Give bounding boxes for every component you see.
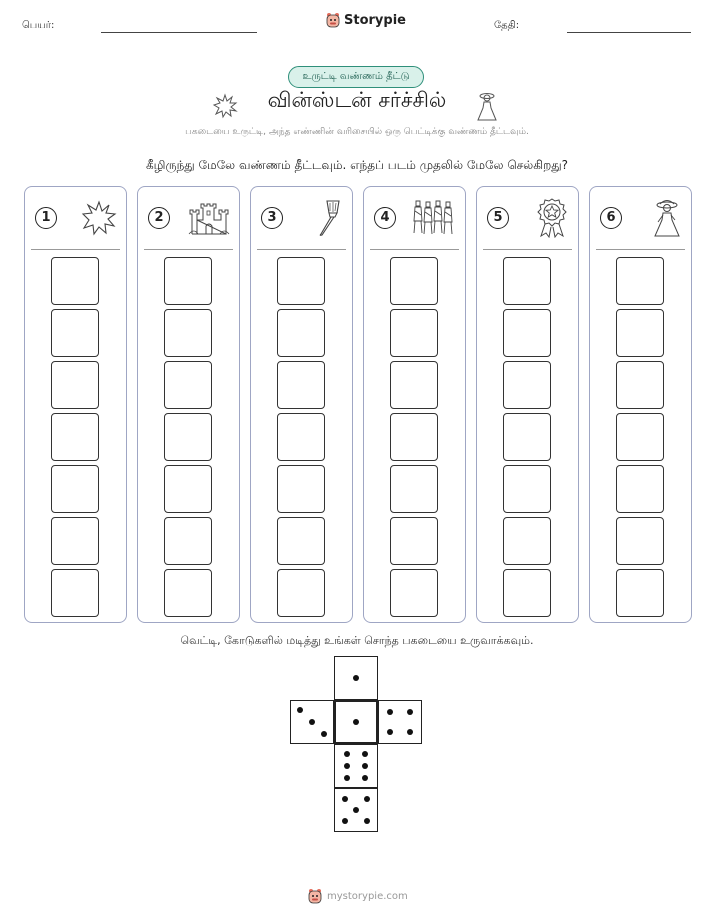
storypie-mascot-icon (326, 12, 340, 28)
die-face-4 (378, 700, 422, 744)
die-pip (362, 751, 368, 757)
color-box[interactable] (51, 413, 99, 461)
color-box[interactable] (164, 361, 212, 409)
die-pip (344, 751, 350, 757)
brand-name: Storypie (344, 12, 406, 28)
color-box[interactable] (616, 257, 664, 305)
die-pip (342, 796, 348, 802)
color-box[interactable] (277, 517, 325, 565)
color-box[interactable] (51, 465, 99, 513)
color-box[interactable] (503, 413, 551, 461)
soldiers-icon (410, 199, 456, 237)
die-pip (353, 675, 359, 681)
color-box[interactable] (616, 517, 664, 565)
subtitle: பகடையை உருட்டி, அந்த எண்ணின் வரிசையில் ஒரு பெட்டிக்கு வண்ணம் தீட்டவும். (185, 127, 529, 137)
color-box[interactable] (277, 257, 325, 305)
question: கீழிருந்து மேலே வண்ணம் தீட்டவும். எந்தப் படம் முதலில் மேலே செல்கிறது? (145, 158, 569, 172)
color-box[interactable] (503, 465, 551, 513)
die-face-5 (334, 788, 378, 832)
die-pip (297, 707, 303, 713)
column-number: 2 (148, 207, 170, 229)
column-number: 6 (600, 207, 622, 229)
color-box[interactable] (503, 257, 551, 305)
box-stack (51, 257, 99, 617)
die-net[interactable] (290, 656, 426, 836)
color-box[interactable] (164, 257, 212, 305)
name-label: பெயர்: (22, 20, 55, 31)
color-box[interactable] (51, 309, 99, 357)
color-box[interactable] (616, 569, 664, 617)
die-pip (353, 719, 359, 725)
die-instruction: வெட்டி, கோடுகளில் மடித்து உங்கள் சொந்த பகடையை உருவாக்கவும். (180, 634, 534, 647)
color-box[interactable] (616, 309, 664, 357)
column-divider (483, 249, 572, 250)
date-line[interactable] (567, 32, 691, 33)
die-pip (364, 818, 370, 824)
column-divider (257, 249, 346, 250)
die-pip (362, 775, 368, 781)
column-divider (31, 249, 120, 250)
color-box[interactable] (277, 413, 325, 461)
castle-icon (188, 200, 230, 236)
column-number: 5 (487, 207, 509, 229)
die-face-1 (334, 656, 378, 700)
color-box[interactable] (616, 465, 664, 513)
color-box[interactable] (390, 465, 438, 513)
color-box[interactable] (390, 361, 438, 409)
color-box[interactable] (51, 569, 99, 617)
lady-icon (652, 198, 682, 238)
column-number: 4 (374, 207, 396, 229)
color-box[interactable] (51, 361, 99, 409)
die-face-6 (334, 744, 378, 788)
color-box[interactable] (277, 465, 325, 513)
color-box[interactable] (503, 569, 551, 617)
color-box[interactable] (51, 517, 99, 565)
color-box[interactable] (164, 465, 212, 513)
footer (308, 888, 408, 904)
color-box[interactable] (277, 569, 325, 617)
color-box[interactable] (390, 517, 438, 565)
die-pip (387, 709, 393, 715)
columns-container (24, 186, 692, 623)
die-pip (362, 763, 368, 769)
color-box[interactable] (616, 413, 664, 461)
color-box[interactable] (390, 413, 438, 461)
color-box[interactable] (503, 517, 551, 565)
color-box[interactable] (277, 361, 325, 409)
column-4 (363, 186, 466, 623)
footer-url[interactable]: mystorypie.com (327, 890, 408, 902)
storypie-mascot-icon (308, 888, 322, 904)
box-stack (616, 257, 664, 617)
column-divider (144, 249, 233, 250)
column-2 (137, 186, 240, 623)
die-pip (344, 775, 350, 781)
die-pip (353, 807, 359, 813)
color-box[interactable] (51, 257, 99, 305)
color-box[interactable] (503, 309, 551, 357)
color-box[interactable] (164, 569, 212, 617)
die-pip (407, 709, 413, 715)
color-box[interactable] (164, 309, 212, 357)
column-number: 3 (261, 207, 283, 229)
box-stack (503, 257, 551, 617)
die-pip (364, 796, 370, 802)
die-pip (344, 763, 350, 769)
die-face-center (334, 700, 378, 744)
die-pip (342, 818, 348, 824)
explosion-icon (81, 200, 117, 236)
date-label: தேதி: (494, 20, 520, 31)
paintbrush-icon (313, 199, 343, 237)
die-pip (407, 729, 413, 735)
color-box[interactable] (390, 257, 438, 305)
color-box[interactable] (164, 517, 212, 565)
box-stack (277, 257, 325, 617)
die-face-3 (290, 700, 334, 744)
die-pip (321, 731, 327, 737)
box-stack (390, 257, 438, 617)
page-title: வின்ஸ்டன் சர்ச்சில் (267, 88, 447, 112)
column-5 (476, 186, 579, 623)
medal-icon (535, 198, 569, 238)
column-3 (250, 186, 353, 623)
column-number: 1 (35, 207, 57, 229)
color-box[interactable] (277, 309, 325, 357)
box-stack (164, 257, 212, 617)
die-pip (309, 719, 315, 725)
column-divider (370, 249, 459, 250)
die-pip (387, 729, 393, 735)
color-box[interactable] (164, 413, 212, 461)
activity-badge: உருட்டி வண்ணம் தீட்டு (288, 66, 424, 88)
brand-logo (326, 12, 406, 28)
lady-icon (476, 90, 498, 122)
color-box[interactable] (503, 361, 551, 409)
color-box[interactable] (390, 569, 438, 617)
column-divider (596, 249, 685, 250)
column-1 (24, 186, 127, 623)
color-box[interactable] (616, 361, 664, 409)
name-line[interactable] (101, 32, 257, 33)
column-6 (589, 186, 692, 623)
color-box[interactable] (390, 309, 438, 357)
